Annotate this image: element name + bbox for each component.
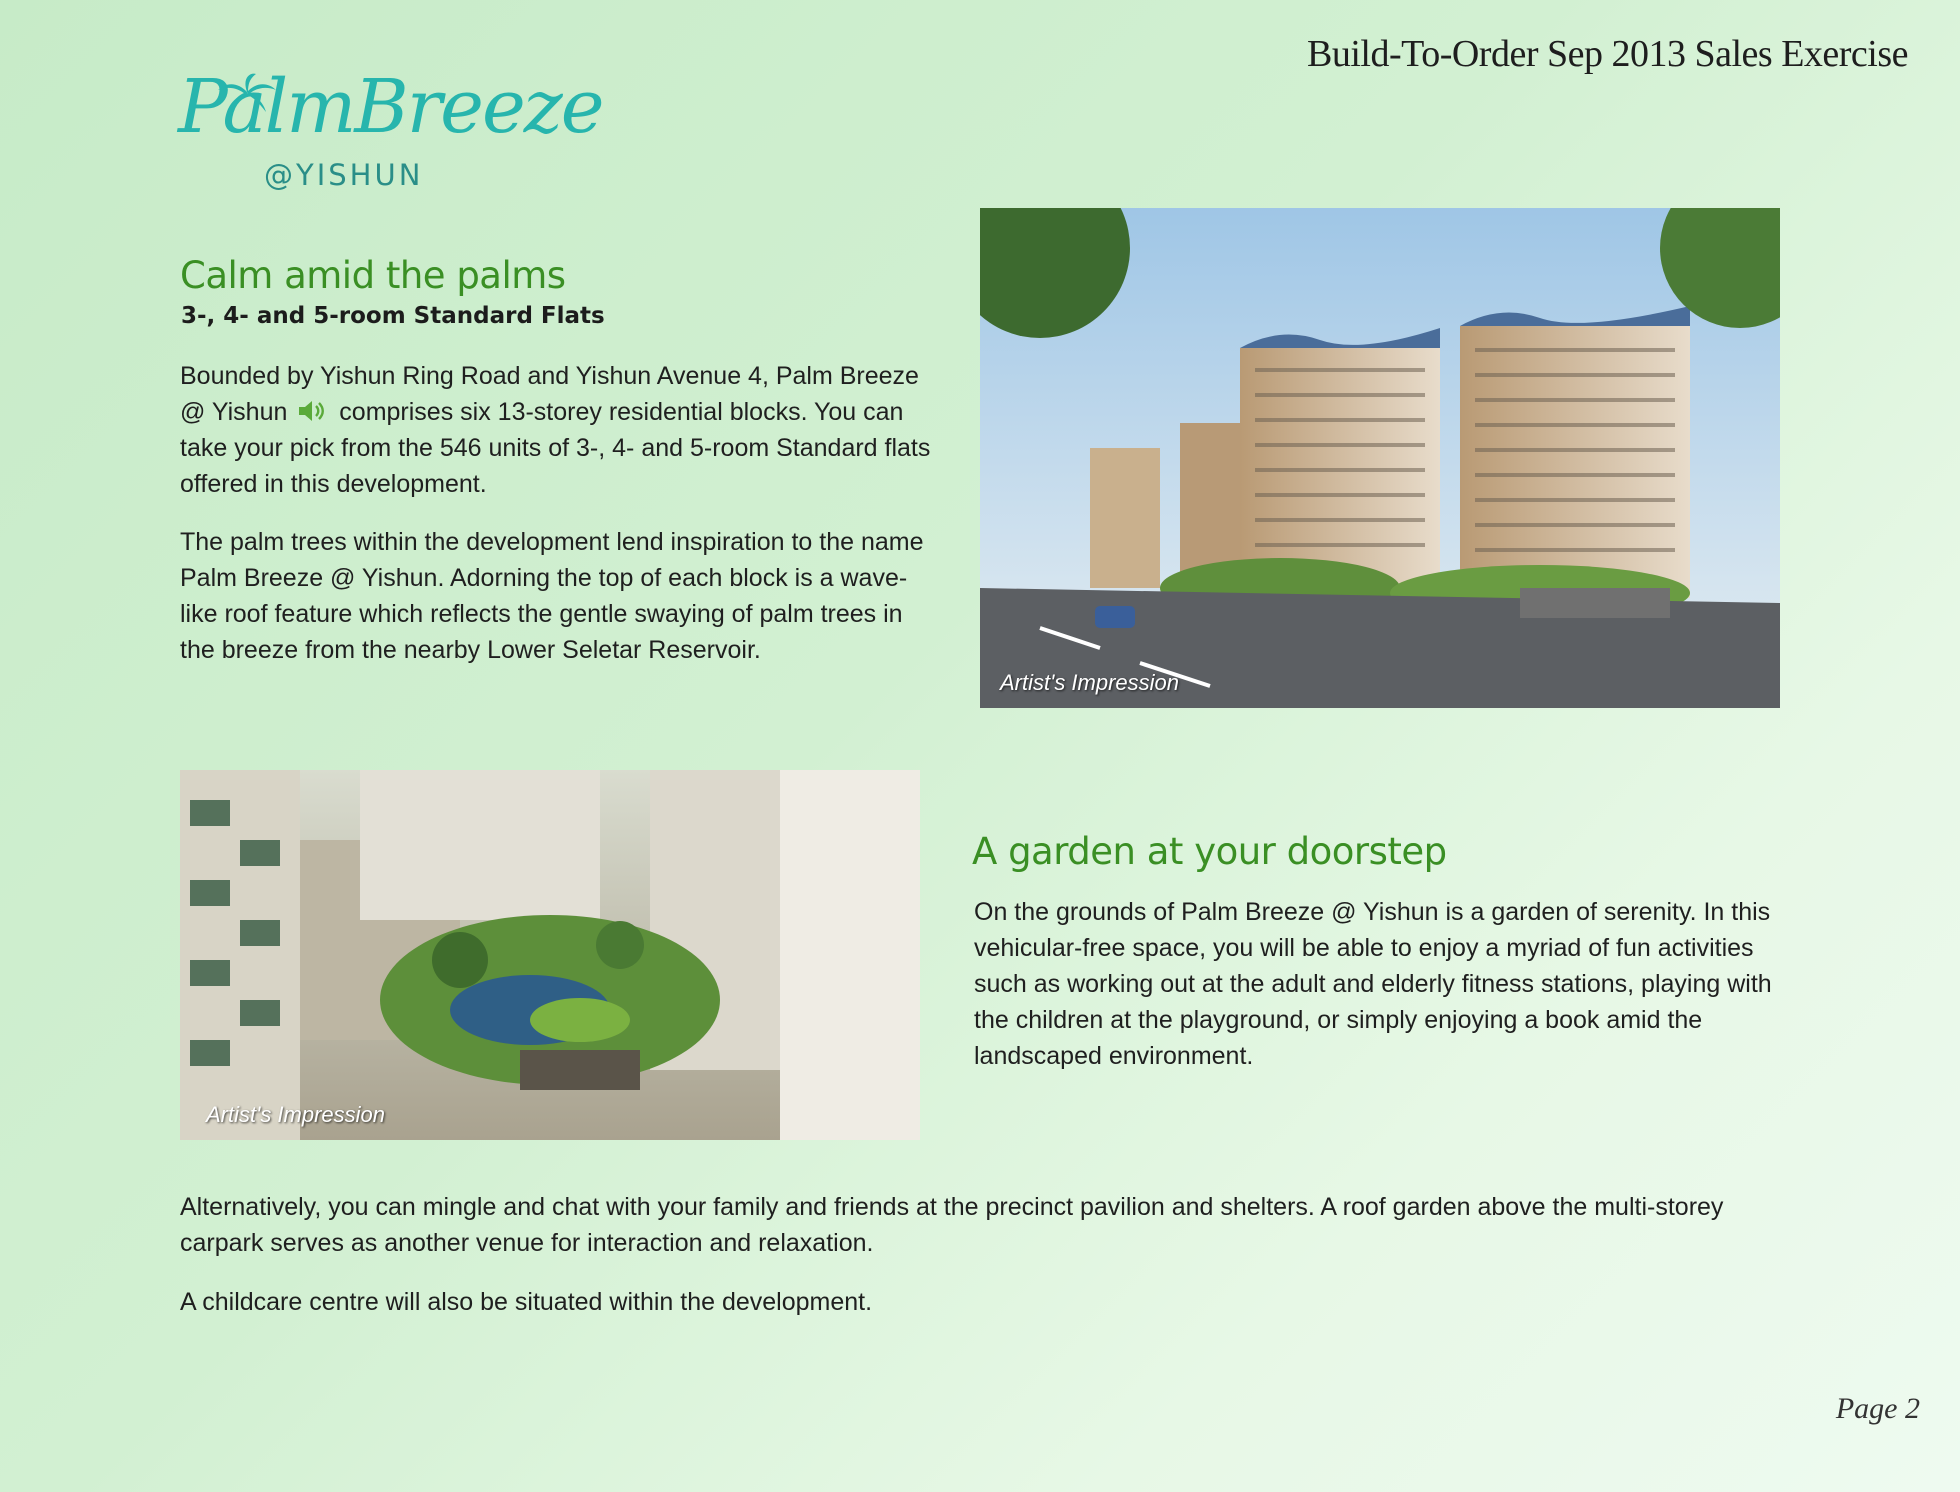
building-exterior-illustration — [980, 208, 1780, 708]
section-heading-garden: A garden at your doorstep — [972, 830, 1447, 873]
section-heading-calm: Calm amid the palms — [180, 254, 566, 297]
section-subheading-flats: 3-, 4- and 5-room Standard Flats — [181, 303, 605, 329]
section2-paragraph-1: On the grounds of Palm Breeze @ Yishun is a garden of serenity. In this vehicular-free space, you will be able to enjoy a myriad of fun activities such as working out at the adult and elderly fitness stations, playing with the children at the playground, or simply enjoying a book amid the landscaped environment. — [974, 898, 1772, 1070]
page-number: Page 2 — [1835, 1392, 1920, 1425]
image1-caption: Artist's Impression — [1000, 670, 1180, 695]
section3-paragraph-1: Alternatively, you can mingle and chat with your family and friends at the precinct pavilion and shelters. A roof garden above the multi-storey carpark serves as another venue for interaction and relaxation. — [180, 1193, 1724, 1257]
building-exterior-image — [980, 208, 1780, 708]
image2-caption: Artist's Impression — [206, 1102, 386, 1127]
garden-aerial-image — [180, 770, 920, 1140]
logo-wordmark: PalmBreeze — [178, 64, 603, 150]
section1-paragraph-2: The palm trees within the development lend inspiration to the name Palm Breeze @ Yishun. Adorning the top of each block is a wave-like roof feature which reflects the gentle swaying of palm trees in the breeze from the nearby Lower Seletar Reservoir. — [180, 528, 924, 664]
speaker-icon[interactable] — [296, 398, 326, 424]
section1-paragraph-1-start: Bounded by Yishun Ring Road and Yishun Avenue 4, Palm Breeze @ Yishun — [180, 362, 919, 426]
garden-aerial-illustration — [180, 770, 920, 1140]
document-header-title: Build-To-Order Sep 2013 Sales Exercise — [1307, 33, 1908, 75]
palm-tree-icon — [216, 72, 278, 142]
palm-breeze-logo — [178, 58, 603, 198]
section1-paragraph-1 — [180, 358, 940, 502]
section3-paragraph-2: A childcare centre will also be situated within the development. — [180, 1288, 873, 1316]
logo-subtitle: @YISHUN — [264, 158, 424, 192]
section1-text — [180, 358, 940, 668]
section1-paragraph-1-end: comprises six 13-storey residential blocks. You can take your pick from the 546 units of 3-, 4- and 5-room Standard flats offered in this development. — [180, 398, 931, 498]
